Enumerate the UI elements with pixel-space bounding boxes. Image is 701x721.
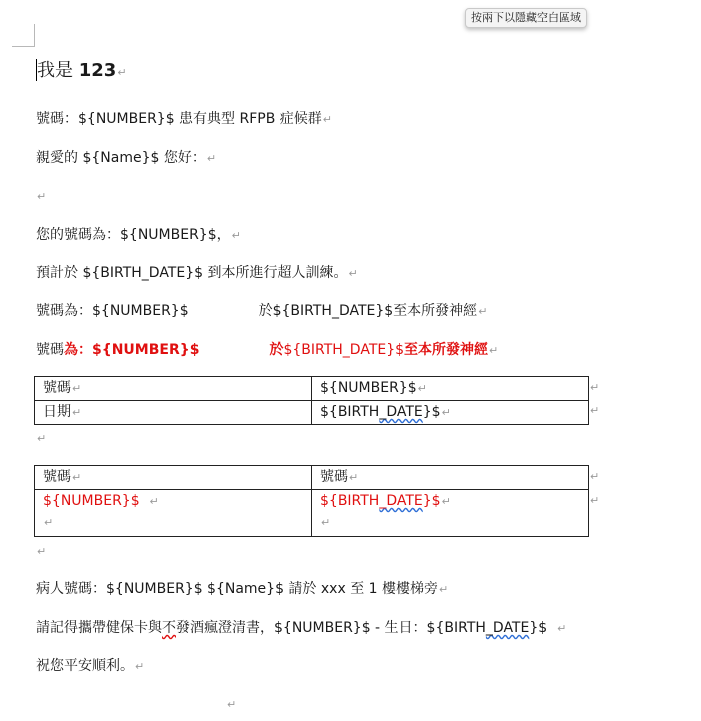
paragraph-text-red-bold: 至本所發神經 — [404, 342, 489, 358]
paragraph-mark-icon: ↵ — [231, 229, 241, 242]
row-end-mark-icon: ↵ — [590, 494, 600, 507]
cell-text-spellcheck: _DATE — [379, 404, 423, 420]
paragraph-text: 病人號碼：${NUMBER}$ ${Name}$ 請於 xxx 至 1 樓樓梯旁 — [36, 581, 439, 597]
paragraph-text: 號碼為：${NUMBER}$ — [36, 303, 189, 319]
row-end-mark-icon: ↵ — [590, 404, 600, 417]
paragraph-mark-icon: ↵ — [37, 190, 47, 203]
paragraph-text-red-bold: 於 — [269, 342, 284, 358]
paragraph-mark-icon: ↵ — [348, 267, 358, 280]
paragraph-patient-number[interactable] — [36, 579, 448, 600]
table-row — [35, 490, 589, 537]
paragraph-number-diagnosis[interactable] — [36, 109, 332, 130]
cell-mark-icon: ↵ — [417, 382, 427, 395]
cell-text: 號碼 — [43, 469, 71, 485]
paragraph-text: 號碼 — [36, 342, 64, 358]
cell-text: 號碼 — [320, 469, 348, 485]
cell-mark-icon: ↵ — [72, 406, 82, 419]
paragraph-text: 祝您平安順利。 — [36, 658, 134, 674]
doc-table-1 — [34, 376, 589, 425]
paragraph-reminder[interactable] — [36, 618, 566, 639]
cell-mark-icon: ↵ — [441, 495, 451, 508]
paragraph-mark-icon: ↵ — [37, 432, 47, 445]
paragraph-text-spellcheck: 不 — [162, 620, 176, 636]
paragraph-text: 親愛的 ${Name}$ 您好： — [36, 150, 206, 166]
table-row — [35, 377, 589, 401]
row-end-mark-icon: ↵ — [590, 381, 600, 394]
paragraph-text: 預計於 ${BIRTH_DATE}$ 到本所進行超人訓練。 — [36, 265, 348, 281]
cell-text: 日期 — [43, 404, 71, 420]
cell-mark-icon: ↵ — [72, 382, 82, 395]
table-cell[interactable] — [312, 490, 589, 537]
cell-text-red: ${NUMBER}$ — [43, 493, 140, 509]
cell-text: 號碼 — [43, 380, 71, 396]
doc-table-2 — [34, 465, 589, 537]
cell-mark-icon: ↵ — [321, 516, 331, 529]
table-cell[interactable] — [312, 377, 589, 401]
paragraph-your-number[interactable] — [36, 225, 241, 246]
paragraph-mark-icon: ↵ — [489, 344, 499, 357]
paragraph-number-date-plain[interactable] — [36, 301, 487, 322]
paragraph-empty[interactable] — [36, 541, 46, 562]
paragraph-text: 您的號碼為：${NUMBER}$， — [36, 227, 231, 243]
paragraph-mark-icon: ↵ — [557, 622, 567, 635]
row-end-mark-icon: ↵ — [590, 470, 600, 483]
paragraph-empty-footer[interactable] — [226, 694, 236, 715]
paragraph-mark-icon: ↵ — [322, 113, 333, 126]
cell-text-red: }$ — [422, 493, 441, 509]
cell-mark-icon: ↵ — [149, 495, 159, 508]
paragraph-text: 請記得攜帶健保卡與 — [36, 620, 162, 636]
paragraph-mark-icon: ↵ — [227, 698, 237, 711]
paragraph-mark-icon: ↵ — [37, 545, 47, 558]
paragraph-training-date[interactable] — [36, 263, 358, 284]
cell-mark-icon: ↵ — [44, 516, 54, 529]
paragraph-mark-icon: ↵ — [117, 66, 127, 79]
paragraph-text-spellcheck: _DATE — [485, 620, 530, 636]
paragraph-mark-icon: ↵ — [135, 660, 145, 673]
paragraph-text-red-bold: 為：${NUMBER}$ — [64, 342, 200, 358]
paragraph-closing[interactable] — [36, 656, 144, 677]
paragraph-mark-icon: ↵ — [439, 583, 449, 596]
doc-title[interactable] — [36, 59, 127, 85]
paragraph-text: 發酒瘋澄清書，${NUMBER}$ - 生日：${BIRTH — [176, 620, 486, 636]
table-row — [35, 401, 589, 425]
cell-text-red: ${BIRTH — [320, 493, 380, 509]
table-cell[interactable] — [35, 377, 312, 401]
paragraph-text: }$ — [529, 620, 548, 636]
cell-text: }$ — [422, 404, 441, 420]
paragraph-text: 症候群 — [279, 111, 322, 127]
cell-text: ${BIRTH — [320, 404, 380, 420]
table-cell[interactable] — [35, 401, 312, 425]
table-cell[interactable] — [35, 490, 312, 537]
paragraph-number-date-red[interactable] — [36, 340, 498, 361]
cell-mark-icon: ↵ — [349, 471, 359, 484]
hide-whitespace-tooltip: 按兩下以隱藏空白區域 — [465, 8, 587, 28]
title-number: 123 — [78, 60, 117, 81]
paragraph-text: 於${BIRTH_DATE}$至本所發神經 — [258, 303, 478, 319]
paragraph-empty[interactable] — [36, 186, 46, 207]
cell-text-spellcheck: _DATE — [379, 493, 423, 509]
paragraph-mark-icon: ↵ — [206, 152, 217, 165]
paragraph-empty[interactable] — [36, 428, 46, 449]
paragraph-text: 號碼：${NUMBER}$ 患有典型 RFPB — [36, 111, 280, 127]
paragraph-text-red: ${BIRTH_DATE}$ — [283, 342, 405, 358]
page-corner-crop-mark — [12, 24, 35, 47]
title-text: 我是 — [37, 60, 79, 81]
cell-mark-icon: ↵ — [441, 406, 451, 419]
cell-mark-icon: ↵ — [72, 471, 82, 484]
table-row — [35, 466, 589, 490]
cell-text: ${NUMBER}$ — [320, 380, 417, 396]
paragraph-mark-icon: ↵ — [478, 305, 488, 318]
paragraph-greeting[interactable] — [36, 148, 216, 169]
table-cell[interactable] — [312, 401, 589, 425]
table-header-cell[interactable] — [35, 466, 312, 490]
table-header-cell[interactable] — [312, 466, 589, 490]
